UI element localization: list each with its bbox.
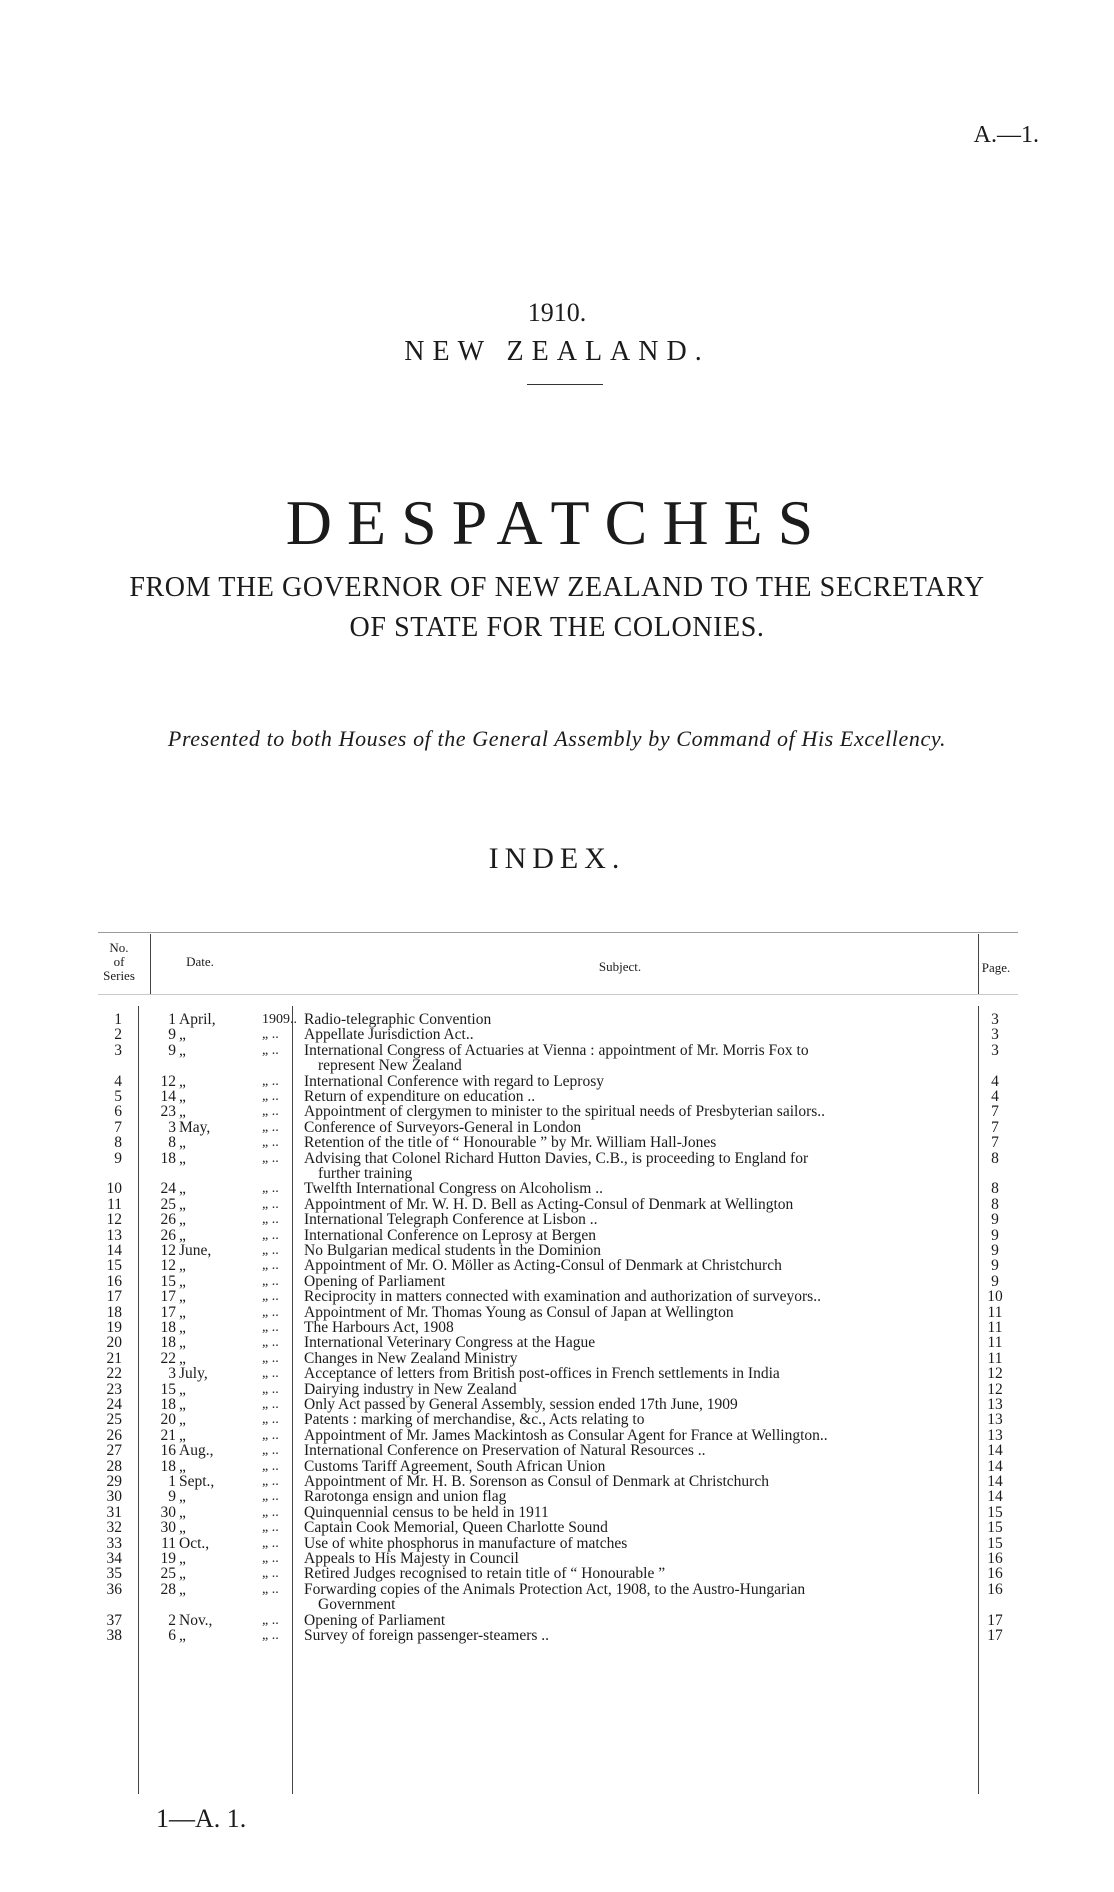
- series-number: 3: [114, 1041, 122, 1059]
- date-day: 9: [168, 1041, 176, 1059]
- date-month: „: [179, 1103, 186, 1121]
- column-divider: [292, 1006, 293, 1794]
- date-year: „ ..: [262, 1535, 279, 1551]
- page-number: 13: [987, 1426, 1003, 1444]
- date-month: „: [179, 1503, 186, 1521]
- subject-text: Survey of foreign passenger-steamers ..: [304, 1627, 550, 1644]
- subject-text: Appeals to His Majesty in Council: [304, 1550, 519, 1567]
- date-year: „ ..: [262, 1628, 279, 1643]
- page-number: 13: [987, 1411, 1003, 1429]
- date-month: Oct.,: [179, 1534, 210, 1552]
- date-day: 8: [168, 1134, 176, 1152]
- date-year: „ ..: [262, 1089, 279, 1104]
- date-year: „ ..: [262, 1581, 279, 1597]
- series-number: 6: [114, 1103, 122, 1121]
- page-number: 9: [991, 1211, 999, 1229]
- date-year: „ ..: [262, 1381, 279, 1397]
- date-year: „ ..: [262, 1196, 279, 1212]
- series-number: 8: [114, 1134, 122, 1152]
- date-day: 20: [160, 1411, 176, 1429]
- subject-text: The Harbours Act, 1908: [304, 1319, 454, 1336]
- subtitle-line: FROM THE GOVERNOR OF NEW ZEALAND TO THE SECRETARY: [129, 572, 985, 603]
- date-month: „: [179, 1457, 186, 1475]
- column-header-no: [92, 941, 146, 983]
- date-day: 3: [168, 1365, 176, 1383]
- page-number: 9: [991, 1257, 999, 1275]
- date-year: „ ..: [262, 1042, 279, 1058]
- date-day: 12: [160, 1242, 176, 1259]
- date-month: „: [179, 1226, 186, 1244]
- subject-cell: [304, 1382, 994, 1397]
- document-title: DESPATCHES: [285, 487, 829, 558]
- series-number: 37: [106, 1611, 122, 1629]
- page-number: 7: [991, 1103, 999, 1121]
- subject-cell: [304, 1335, 994, 1350]
- date-day: 26: [160, 1211, 176, 1229]
- date-month: July,: [179, 1365, 208, 1383]
- subject-text: Customs Tariff Agreement, South African Union: [304, 1457, 606, 1475]
- subject-cell: [304, 1274, 994, 1289]
- date-year: „ ..: [262, 1489, 279, 1505]
- subject-cell: [304, 1151, 994, 1181]
- subject-text: Patents : marking of merchandise, &c., Acts relating to: [304, 1411, 645, 1429]
- date-month: „: [179, 1288, 186, 1306]
- subject-text: Only Act passed by General Assembly, session ended 17th June, 1909: [304, 1396, 738, 1413]
- date-year: „ ..: [262, 1304, 279, 1320]
- date-year: „ ..: [262, 1443, 279, 1459]
- date-year: „ ..: [262, 1612, 279, 1628]
- date-year: „ ..: [262, 1474, 279, 1489]
- date-day: 17: [160, 1303, 176, 1321]
- subject-text: Dairying industry in New Zealand: [304, 1380, 517, 1398]
- date-day: 6: [168, 1627, 176, 1644]
- series-number: 33: [106, 1534, 122, 1552]
- page-number: 16: [987, 1565, 1003, 1583]
- subject-cell: [304, 1104, 994, 1119]
- column-divider: [150, 934, 151, 994]
- date-year: „ ..: [262, 1458, 279, 1474]
- header-rule: [98, 994, 1018, 995]
- series-number: 22: [106, 1365, 122, 1383]
- footer-signature: 1—A. 1.: [156, 1804, 247, 1833]
- header-text: of: [113, 954, 125, 969]
- subject-cell: [304, 1089, 994, 1104]
- date-day: 25: [160, 1195, 176, 1213]
- series-number: 7: [114, 1118, 122, 1136]
- subject-text: Conference of Surveyors-General in London: [304, 1118, 582, 1136]
- subject-cell: [304, 1443, 994, 1458]
- subject-cell: [304, 1181, 994, 1196]
- date-month: „: [179, 1565, 186, 1583]
- subject-cell: [304, 1613, 994, 1628]
- subject-cell: [304, 1351, 994, 1366]
- date-year: „ ..: [262, 1289, 279, 1305]
- subtitle-line: OF STATE FOR THE COLONIES.: [349, 612, 765, 643]
- subject-cell: [304, 1397, 994, 1412]
- page-number: 17: [987, 1627, 1003, 1644]
- subject-cell: [304, 1012, 994, 1027]
- subject-text: International Veterinary Congress at the Hague: [304, 1334, 596, 1352]
- page-number: 14: [987, 1473, 1003, 1490]
- date-year: „ ..: [262, 1104, 279, 1120]
- series-number: 14: [106, 1242, 122, 1259]
- subject-text: Appointment of Mr. O. Möller as Acting-Consul of Denmark at Christchurch: [304, 1257, 782, 1275]
- subject-cell: [304, 1228, 994, 1243]
- date-year: „ ..: [262, 1212, 279, 1228]
- page-number: 11: [987, 1319, 1003, 1336]
- paper-reference: A.—1.: [973, 122, 1039, 148]
- date-month: „: [179, 1319, 186, 1336]
- page-number: 9: [991, 1242, 999, 1259]
- date-month: „: [179, 1303, 186, 1321]
- date-day: 19: [160, 1550, 176, 1567]
- date-day: 16: [160, 1442, 176, 1460]
- subject-text-continued: Government: [318, 1595, 396, 1613]
- date-month: „: [179, 1257, 186, 1275]
- table-top-rule: [98, 932, 1018, 933]
- date-month: „: [179, 1519, 186, 1537]
- date-month: „: [179, 1550, 186, 1567]
- subject-cell: [304, 1212, 994, 1227]
- series-number: 28: [106, 1457, 122, 1475]
- subject-text: Captain Cook Memorial, Queen Charlotte Sound: [304, 1519, 608, 1537]
- subject-cell: [304, 1258, 994, 1273]
- document-subtitle: [60, 568, 1054, 648]
- date-month: Aug.,: [179, 1442, 214, 1460]
- subject-cell: [304, 1536, 994, 1551]
- date-day: 21: [160, 1426, 176, 1444]
- date-year: „ ..: [262, 1073, 279, 1089]
- date-day: 15: [160, 1380, 176, 1398]
- subject-text: Changes in New Zealand Ministry: [304, 1349, 518, 1367]
- subject-cell: [304, 1366, 994, 1381]
- page-number: 9: [991, 1272, 999, 1290]
- date-month: „: [179, 1272, 186, 1290]
- date-year: „ ..: [262, 1150, 279, 1166]
- page-number: 9: [991, 1226, 999, 1244]
- subject-text: Reciprocity in matters connected with examination and authorization of surveyors..: [304, 1288, 821, 1306]
- page-number: 7: [991, 1118, 999, 1136]
- subject-text: Appointment of Mr. H. B. Sorenson as Consul of Denmark at Christchurch: [304, 1473, 769, 1490]
- subject-text-continued: represent New Zealand: [318, 1056, 462, 1074]
- index-heading: INDEX.: [488, 842, 626, 875]
- page-number: 11: [987, 1334, 1003, 1352]
- date-day: 30: [160, 1519, 176, 1537]
- subject-cell: [304, 1489, 994, 1504]
- subject-text: Twelfth International Congress on Alcoholism ..: [304, 1180, 603, 1198]
- subject-text: International Conference on Preservation of Natural Resources ..: [304, 1442, 706, 1460]
- column-header-page: Page.: [981, 960, 1011, 975]
- date-month: „: [179, 1488, 186, 1506]
- series-number: 31: [106, 1503, 122, 1521]
- subject-text: Rarotonga ensign and union flag: [304, 1488, 507, 1506]
- subject-text: International Conference with regard to Leprosy: [304, 1072, 604, 1090]
- series-number: 25: [106, 1411, 122, 1429]
- presentation-note: Presented to both Houses of the General Assembly by Command of His Excellency.: [167, 726, 947, 751]
- date-day: 18: [160, 1334, 176, 1352]
- page-number: 3: [991, 1026, 999, 1044]
- date-year: „ ..: [262, 1273, 279, 1289]
- subject-cell: [304, 1135, 994, 1150]
- date-day: 30: [160, 1503, 176, 1521]
- date-day: 1: [168, 1473, 176, 1490]
- subject-text: International Telegraph Conference at Lisbon ..: [304, 1211, 598, 1229]
- page-number: 11: [987, 1303, 1003, 1321]
- subject-text: Appointment of Mr. Thomas Young as Consul of Japan at Wellington: [304, 1303, 734, 1321]
- date-day: 9: [168, 1488, 176, 1506]
- subject-text-continued: further training: [318, 1164, 413, 1182]
- date-month: „: [179, 1380, 186, 1398]
- subject-text: Return of expenditure on education ..: [304, 1088, 536, 1105]
- subject-cell: [304, 1428, 994, 1443]
- series-number: 30: [106, 1488, 122, 1506]
- date-day: 3: [168, 1118, 176, 1136]
- page-number: 15: [987, 1503, 1003, 1521]
- date-day: 9: [168, 1026, 176, 1044]
- series-number: 35: [106, 1565, 122, 1583]
- date-year: „ ..: [262, 1551, 279, 1566]
- date-month: „: [179, 1026, 186, 1044]
- date-day: 28: [160, 1580, 176, 1598]
- column-header-subject: Subject.: [598, 959, 642, 974]
- date-day: 22: [160, 1349, 176, 1367]
- subject-cell: [304, 1474, 994, 1489]
- subject-cell: [304, 1459, 994, 1474]
- date-month: „: [179, 1426, 186, 1444]
- date-day: 15: [160, 1272, 176, 1290]
- date-year: „ ..: [262, 1258, 279, 1274]
- subject-text: Radio-telegraphic Convention: [304, 1011, 492, 1028]
- series-number: 32: [106, 1519, 122, 1537]
- page-number: 4: [991, 1072, 999, 1090]
- year-heading: 1910.: [527, 298, 587, 327]
- subject-cell: [304, 1320, 994, 1335]
- column-divider: [978, 934, 979, 994]
- series-number: 15: [106, 1257, 122, 1275]
- header-text: No.: [109, 940, 129, 955]
- date-day: 11: [161, 1534, 176, 1552]
- date-year: „ ..: [262, 1227, 279, 1243]
- date-month: „: [179, 1411, 186, 1429]
- date-year: „ ..: [262, 1135, 279, 1151]
- date-month: May,: [179, 1118, 211, 1136]
- date-day: 18: [160, 1457, 176, 1475]
- date-day: 23: [160, 1103, 176, 1121]
- subject-text: Retired Judges recognised to retain title of “ Honourable ”: [304, 1565, 666, 1583]
- date-month: „: [179, 1580, 186, 1598]
- date-month: „: [179, 1180, 186, 1198]
- subject-text: Forwarding copies of the Animals Protection Act, 1908, to the Austro-Hungarian: [304, 1580, 806, 1598]
- date-month: „: [179, 1072, 186, 1090]
- subject-text: No Bulgarian medical students in the Dominion: [304, 1242, 602, 1259]
- page-number: 14: [987, 1488, 1003, 1506]
- date-month: „: [179, 1349, 186, 1367]
- page-number: 15: [987, 1519, 1003, 1537]
- date-year: „ ..: [262, 1412, 279, 1428]
- page-number: 14: [987, 1457, 1003, 1475]
- subject-text: Retention of the title of “ Honourable ” by Mr. William Hall-Jones: [304, 1134, 717, 1152]
- page-number: 3: [991, 1041, 999, 1059]
- date-month: June,: [179, 1242, 212, 1259]
- date-year: „ ..: [262, 1320, 279, 1335]
- series-number: 24: [106, 1396, 122, 1413]
- series-number: 36: [106, 1580, 122, 1598]
- date-month: „: [179, 1396, 186, 1413]
- divider: [527, 384, 603, 385]
- date-day: 2: [168, 1611, 176, 1629]
- date-month: Nov.,: [179, 1611, 213, 1629]
- date-year: „ ..: [262, 1520, 279, 1536]
- date-year: „ ..: [262, 1366, 279, 1382]
- date-day: 12: [160, 1072, 176, 1090]
- series-number: 10: [106, 1180, 122, 1198]
- series-number: 1: [114, 1011, 122, 1028]
- header-text: Series: [103, 968, 135, 983]
- page-number: 13: [987, 1396, 1003, 1413]
- series-number: 13: [106, 1226, 122, 1244]
- subject-cell: [304, 1305, 994, 1320]
- series-number: 38: [106, 1627, 122, 1644]
- page-number: 8: [991, 1149, 999, 1167]
- subject-cell: [304, 1289, 994, 1304]
- subject-cell: [304, 1582, 994, 1612]
- series-number: 12: [106, 1211, 122, 1229]
- page-number: 7: [991, 1134, 999, 1152]
- subject-text: Appointment of Mr. W. H. D. Bell as Acting-Consul of Denmark at Wellington: [304, 1195, 794, 1213]
- subject-text: Use of white phosphorus in manufacture of matches: [304, 1534, 628, 1552]
- date-year: 1909..: [262, 1012, 297, 1027]
- series-number: 17: [106, 1288, 122, 1306]
- series-number: 4: [114, 1072, 122, 1090]
- series-number: 19: [106, 1319, 122, 1336]
- date-year: „ ..: [262, 1243, 279, 1258]
- date-day: 26: [160, 1226, 176, 1244]
- page-number: 10: [987, 1288, 1003, 1306]
- page-number: 8: [991, 1195, 999, 1213]
- subject-cell: [304, 1074, 994, 1089]
- subject-cell: [304, 1412, 994, 1427]
- series-number: 9: [114, 1149, 122, 1167]
- page-number: 16: [987, 1550, 1003, 1567]
- page-number: 14: [987, 1442, 1003, 1460]
- series-number: 34: [106, 1550, 122, 1567]
- date-day: 14: [160, 1088, 176, 1105]
- date-month: „: [179, 1334, 186, 1352]
- date-day: 12: [160, 1257, 176, 1275]
- series-number: 29: [106, 1473, 122, 1490]
- page-number: 12: [987, 1380, 1003, 1398]
- page-number: 8: [991, 1180, 999, 1198]
- subject-cell: [304, 1197, 994, 1212]
- date-year: „ ..: [262, 1181, 279, 1197]
- subject-text: Opening of Parliament: [304, 1272, 446, 1290]
- date-month: „: [179, 1041, 186, 1059]
- series-number: 23: [106, 1380, 122, 1398]
- date-year: „ ..: [262, 1027, 279, 1043]
- subject-cell: [304, 1505, 994, 1520]
- date-month: „: [179, 1195, 186, 1213]
- subject-text: Quinquennial census to be held in 1911: [304, 1503, 549, 1521]
- page-number: 15: [987, 1534, 1003, 1552]
- subject-text: International Conference on Leprosy at Bergen: [304, 1226, 596, 1244]
- series-number: 21: [106, 1349, 122, 1367]
- subject-cell: [304, 1120, 994, 1135]
- date-year: „ ..: [262, 1350, 279, 1366]
- column-header-date: Date.: [186, 954, 214, 969]
- date-month: „: [179, 1088, 186, 1105]
- subject-text: Appellate Jurisdiction Act..: [304, 1026, 474, 1044]
- series-number: 5: [114, 1088, 122, 1105]
- column-divider: [138, 1006, 139, 1794]
- series-number: 18: [106, 1303, 122, 1321]
- date-day: 17: [160, 1288, 176, 1306]
- date-month: „: [179, 1149, 186, 1167]
- subject-text: Acceptance of letters from British post-offices in French settlements in India: [304, 1365, 780, 1383]
- date-month: April,: [179, 1011, 216, 1028]
- date-day: 24: [160, 1180, 176, 1198]
- series-number: 2: [114, 1026, 122, 1044]
- date-month: „: [179, 1627, 186, 1644]
- subject-cell: [304, 1566, 994, 1581]
- subject-cell: [304, 1043, 994, 1073]
- date-day: 18: [160, 1149, 176, 1167]
- date-year: „ ..: [262, 1397, 279, 1412]
- page-number: 17: [987, 1611, 1003, 1629]
- date-month: „: [179, 1134, 186, 1152]
- date-day: 18: [160, 1319, 176, 1336]
- series-number: 26: [106, 1426, 122, 1444]
- date-month: „: [179, 1211, 186, 1229]
- series-number: 11: [107, 1195, 122, 1213]
- subject-cell: [304, 1027, 994, 1042]
- page-number: 12: [987, 1365, 1003, 1383]
- page-number: 3: [991, 1011, 999, 1028]
- subject-text: International Congress of Actuaries at Vienna : appointment of Mr. Morris Fox to: [304, 1041, 809, 1059]
- date-year: „ ..: [262, 1119, 279, 1135]
- date-day: 1: [168, 1011, 176, 1028]
- date-month: Sept.,: [179, 1473, 215, 1490]
- subject-cell: [304, 1628, 994, 1643]
- subject-cell: [304, 1243, 994, 1258]
- page-number: 16: [987, 1580, 1003, 1598]
- date-year: „ ..: [262, 1335, 279, 1351]
- subject-text: Opening of Parliament: [304, 1611, 446, 1629]
- series-number: 27: [106, 1442, 122, 1460]
- date-year: „ ..: [262, 1566, 279, 1582]
- page-number: 11: [987, 1349, 1003, 1367]
- subject-cell: [304, 1520, 994, 1535]
- date-year: „ ..: [262, 1504, 279, 1520]
- date-day: 18: [160, 1396, 176, 1413]
- date-day: 25: [160, 1565, 176, 1583]
- country-heading: NEW ZEALAND.: [404, 336, 710, 367]
- date-year: „ ..: [262, 1427, 279, 1443]
- page-number: 4: [991, 1088, 999, 1105]
- subject-cell: [304, 1551, 994, 1566]
- subject-text: Appointment of clergymen to minister to the spiritual needs of Presbyterian sailors..: [304, 1103, 826, 1121]
- subject-text: Advising that Colonel Richard Hutton Davies, C.B., is proceeding to England for: [304, 1149, 809, 1167]
- subject-text: Appointment of Mr. James Mackintosh as Consular Agent for France at Wellington..: [304, 1426, 828, 1444]
- series-number: 20: [106, 1334, 122, 1352]
- series-number: 16: [106, 1272, 122, 1290]
